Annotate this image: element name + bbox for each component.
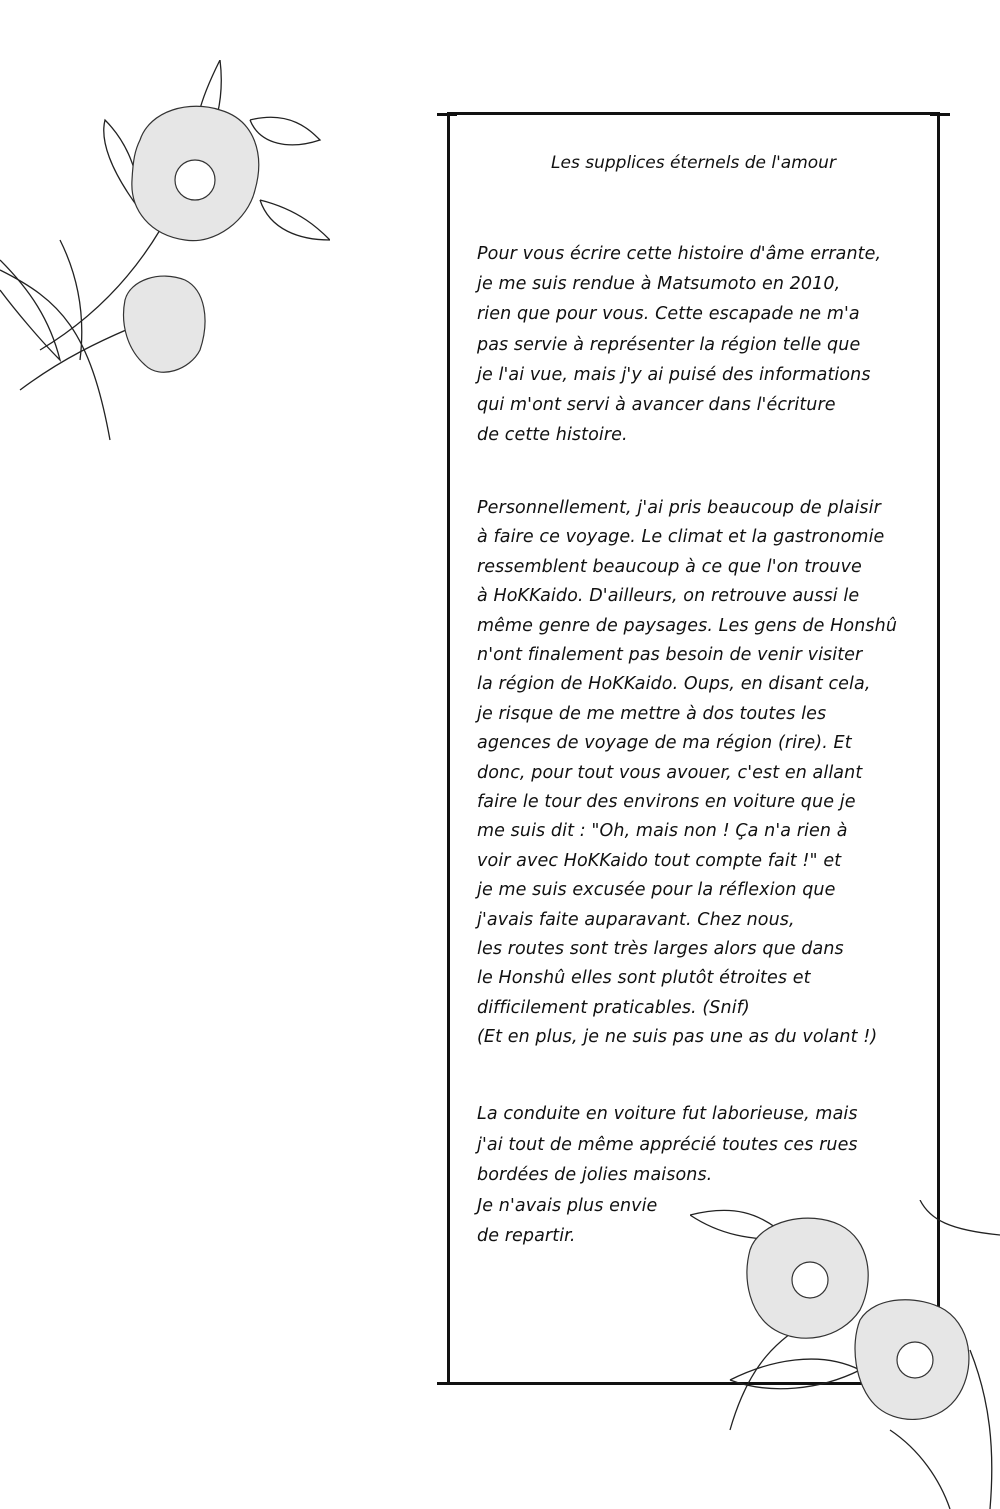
- essay-title: Les supplices éternels de l'amour: [551, 153, 836, 173]
- text-line: même genre de paysages. Les gens de Honshû: [477, 615, 898, 636]
- frame-corner-mark: [437, 1382, 457, 1385]
- text-line: le Honshû elles sont plutôt étroites et: [477, 968, 811, 989]
- text-line: ressemblent beaucoup à ce que l'on trouve: [477, 556, 862, 577]
- text-line: donc, pour tout vous avouer, c'est en allant: [477, 762, 863, 783]
- text-line: agences de voyage de ma région (rire). Et: [477, 733, 852, 754]
- text-line: voir avec HoKKaido tout compte fait !" et: [477, 850, 842, 871]
- text-line: Personnellement, j'ai pris beaucoup de plaisir: [477, 498, 881, 518]
- text-line: rien que pour vous. Cette escapade ne m'a: [477, 304, 860, 325]
- text-line: je me suis rendue à Matsumoto en 2010,: [477, 274, 841, 295]
- camellia-illustration-bottom-right: [690, 1200, 1000, 1509]
- text-line: la région de HoKKaido. Oups, en disant cela,: [477, 674, 871, 695]
- text-line: à HoKKaido. D'ailleurs, on retrouve aussi le: [477, 586, 860, 607]
- text-line: qui m'ont servi à avancer dans l'écriture: [477, 395, 836, 415]
- text-line: pas servie à représenter la région telle que: [477, 334, 861, 355]
- frame-corner-mark: [437, 113, 457, 116]
- text-line: les routes sont très larges alors que dans: [477, 939, 844, 959]
- text-line: difficilement praticables. (Snif): [477, 997, 750, 1018]
- text-line: de cette histoire.: [477, 425, 628, 446]
- text-line: Je n'avais plus envie: [477, 1195, 658, 1216]
- text-line: La conduite en voiture fut laborieuse, mais: [477, 1104, 858, 1124]
- text-line: j'ai tout de même apprécié toutes ces rues: [477, 1134, 858, 1155]
- text-line: je me suis excusée pour la réflexion que: [477, 880, 836, 901]
- text-line: Pour vous écrire cette histoire d'âme errante,: [477, 244, 882, 264]
- text-line: à faire ce voyage. Le climat et la gastronomie: [477, 527, 885, 548]
- text-line: (Et en plus, je ne suis pas une as du volant !): [477, 1027, 878, 1048]
- text-line: je l'ai vue, mais j'y ai puisé des informations: [477, 364, 871, 385]
- frame-corner-mark: [930, 113, 950, 116]
- text-line: faire le tour des environs en voiture que je: [477, 792, 856, 812]
- text-line: n'ont finalement pas besoin de venir visiter: [477, 645, 863, 665]
- text-line: je risque de me mettre à dos toutes les: [477, 703, 827, 724]
- text-line: me suis dit : "Oh, mais non ! Ça n'a rien à: [477, 821, 848, 842]
- text-line: j'avais faite auparavant. Chez nous,: [477, 909, 795, 930]
- text-line: bordées de jolies maisons.: [477, 1165, 713, 1185]
- camellia-illustration-top-left: [0, 60, 330, 450]
- text-line: de repartir.: [477, 1226, 576, 1246]
